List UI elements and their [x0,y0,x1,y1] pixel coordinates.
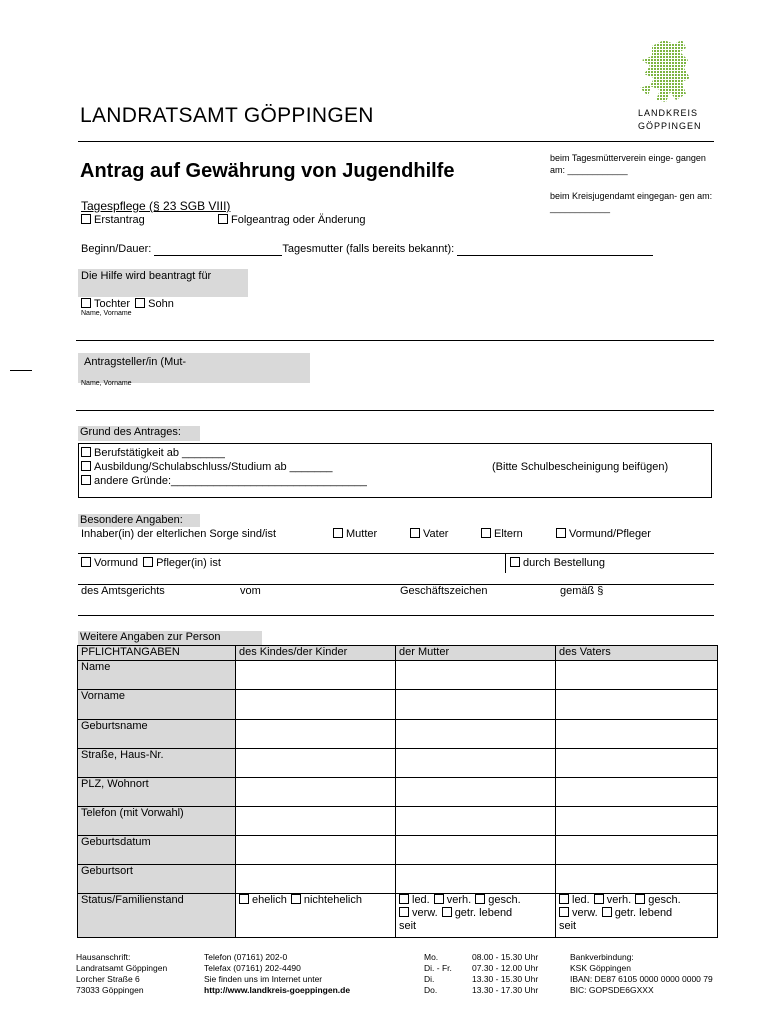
footer-bic: BIC: GOPSDE6GXXX [570,985,654,995]
mutter-cell[interactable] [396,778,556,807]
geschaeftszeichen-label: Geschäftszeichen [400,585,488,597]
hilfe-options [81,298,174,310]
footer-hour: 07.30 - 12.00 Uhr [472,963,539,973]
footer-website-link[interactable]: http://www.landkreis-goeppingen.de [204,985,351,995]
mutter-cell[interactable] [396,661,556,690]
kind-cell[interactable] [236,749,396,778]
andere-label: andere Gründe:________________________________ [94,475,367,487]
hilfe-heading: Die Hilfe wird beantragt für [78,269,248,297]
footer-hours [472,952,538,996]
receipt-verein: beim Tagesmütterverein einge- gangen am: ____________ [550,153,706,175]
footer-address [76,952,167,996]
amtsgericht-line[interactable] [78,615,714,616]
table-row [78,690,718,720]
footer-day: Do. [424,985,438,995]
sohn-checkbox[interactable] [135,298,145,308]
seit-label: seit [399,920,417,932]
beruf-label: Berufstätigkeit ab _______ [94,447,225,459]
bestellung-label: durch Bestellung [523,557,605,569]
ausbildung-checkbox[interactable] [81,461,91,471]
kind-cell[interactable] [236,661,396,690]
row-label: PLZ, Wohnort [78,778,236,807]
bestellung-checkbox[interactable] [510,557,520,567]
grund-note: (Bitte Schulbescheinigung beifügen) [492,461,669,473]
column-header: der Mutter [396,646,556,661]
folgeantrag-label: Folgeantrag oder Änderung [231,214,366,226]
column-header: des Kindes/der Kinder [236,646,396,661]
tagesmutter-input[interactable] [457,243,653,256]
sorge-eltern [481,528,523,540]
erstantrag-checkbox[interactable] [81,214,91,224]
tochter-label: Tochter [94,298,131,310]
verh-label: verh. [606,894,632,906]
gesch-label: gesch. [648,894,681,906]
footer-address-line: Lorcher Straße 6 [76,974,140,984]
footer-day: Di. - Fr. [424,963,452,973]
folgeantrag-row [218,214,366,226]
ausbildung-label: Ausbildung/Schulabschluss/Studium ab _______ [94,461,333,473]
footer-hour: 08.00 - 15.30 Uhr [472,952,539,962]
footer-hour: 13.30 - 17.30 Uhr [472,985,539,995]
grund-item-andere [81,475,367,487]
footer-phone: Telefon (07161) 202-0 [204,952,288,962]
antrag-type-row [81,214,145,226]
row-label: Telefon (mit Vorwahl) [78,807,236,836]
district-logo [630,38,710,138]
mutter-cell[interactable] [396,720,556,749]
sorge-vater [410,528,448,540]
folgeantrag-checkbox[interactable] [218,214,228,224]
verw-label: verw. [572,907,598,919]
vom-label: vom [240,585,261,597]
andere-checkbox[interactable] [81,475,91,485]
vater-cell[interactable] [556,720,718,749]
kind-cell[interactable] [236,720,396,749]
mutter-cell[interactable] [396,865,556,894]
row-label: Vorname [78,690,236,720]
beginn-row [81,243,653,256]
receipt-kreisjugendamt: beim Kreisjugendamt eingegan- gen am: ____________ [550,191,713,213]
vormund-row [81,557,221,569]
besondere-rule-1 [78,553,714,554]
verw-label: verw. [412,907,438,919]
ehelich-label: ehelich [252,894,287,906]
mutter-verh-checkbox[interactable] [434,894,444,904]
mutter-gesch-checkbox[interactable] [475,894,485,904]
table-row [78,836,718,865]
besondere-rule-2 [78,584,714,585]
grund-item-ausbildung [81,461,333,473]
table-row [78,661,718,690]
row-label: Geburtsort [78,865,236,894]
footer-bank [570,952,713,996]
row-label: Geburtsdatum [78,836,236,865]
footer-contact [204,952,350,996]
footer-hour: 13.30 - 15.30 Uhr [472,974,539,984]
vater-checkbox[interactable] [410,528,420,538]
table-row [78,865,718,894]
vater-cell[interactable] [556,778,718,807]
kind-cell[interactable] [236,865,396,894]
tagesmutter-label: Tagesmutter (falls bereits bekannt): [282,243,455,255]
mutter-cell[interactable] [396,836,556,865]
vater-cell[interactable] [556,661,718,690]
antragsteller-name-caption: Name, Vorname [81,380,132,387]
table-row [78,720,718,749]
vater-cell[interactable] [556,865,718,894]
table-row [78,807,718,836]
seit-label: seit [559,920,577,932]
antragsteller-heading: Antragsteller/in (Mut- [78,353,310,383]
getr-label: getr. lebend [454,907,513,919]
verh-label: verh. [446,894,472,906]
vater-verw-checkbox[interactable] [559,907,569,917]
table-row [78,778,718,807]
mutter-checkbox[interactable] [333,528,343,538]
sorge-label: Inhaber(in) der elterlichen Sorge sind/ist [81,528,277,540]
authority-title: LANDRATSAMT GÖPPINGEN [80,104,374,127]
vater-cell[interactable] [556,807,718,836]
beginn-label: Beginn/Dauer: [81,243,152,255]
column-header: PFLICHTANGABEN [78,646,236,661]
mutter-cell[interactable] [396,690,556,720]
ledig-label: led. [412,894,430,906]
kind-cell[interactable] [236,778,396,807]
grund-item-beruf [81,447,225,459]
vater-cell[interactable] [556,749,718,778]
table-row [78,749,718,778]
sorge-row [81,528,276,540]
column-header: des Vaters [556,646,718,661]
vater-status-cell [556,894,718,938]
logo-text-line2: GÖPPINGEN [638,121,702,131]
vormund-label: Vormund [94,557,139,569]
footer-iban: IBAN: DE87 6105 0000 0000 0000 79 [570,974,713,984]
eltern-label: Eltern [494,528,523,540]
gesch-label: gesch. [488,894,521,906]
footer-address-line: 73033 Göppingen [76,985,144,995]
person-table [77,645,718,938]
kind-status-cell [236,894,396,938]
mutter-status-cell [396,894,556,938]
eltern-checkbox[interactable] [481,528,491,538]
kind-cell[interactable] [236,807,396,836]
footer-address-line: Hausanschrift: [76,952,131,962]
mutter-cell[interactable] [396,807,556,836]
lion-crest-icon [630,38,710,108]
mutter-cell[interactable] [396,749,556,778]
mutter-label: Mutter [346,528,378,540]
bestellung-row [510,557,605,569]
form-title: Antrag auf Gewährung von Jugendhilfe [80,160,455,182]
beruf-checkbox[interactable] [81,447,91,457]
mutter-verw-checkbox[interactable] [399,907,409,917]
footer-bank-line: Bankverbindung: [570,952,634,962]
bestellung-divider [505,553,506,573]
nichtehelich-label: nichtehelich [303,894,362,906]
vormund-pfleger-label: Vormund/Pfleger [569,528,651,540]
footer-day: Di. [424,974,435,984]
footer-bank-line: KSK Göppingen [570,963,631,973]
sorge-mutter [333,528,377,540]
amtsgericht-label: des Amtsgerichts [81,585,165,597]
vater-cell[interactable] [556,836,718,865]
ledig-label: led. [572,894,590,906]
form-subtitle: Tagespflege (§ 23 SGB VIII) [81,199,231,213]
kind-cell[interactable] [236,690,396,720]
grund-heading: Grund des Antrages: [78,426,200,441]
vater-label: Vater [423,528,449,540]
row-label: Status/Familienstand [78,894,236,938]
footer-day: Mo. [424,952,439,962]
sorge-vormund-pfleger [556,528,651,540]
antragsteller-name-line[interactable] [76,410,714,411]
nichtehelich-checkbox[interactable] [291,894,301,904]
vater-cell[interactable] [556,690,718,720]
beginn-input[interactable] [154,243,282,256]
footer-internet-note: Sie finden uns im Internet unter [204,974,323,984]
row-label: Straße, Haus-Nr. [78,749,236,778]
erstantrag-label: Erstantrag [94,214,145,226]
vater-gesch-checkbox[interactable] [635,894,645,904]
besondere-heading: Besondere Angaben: [78,514,200,527]
tochter-checkbox[interactable] [81,298,91,308]
pfleger-label: Pfleger(in) ist [156,557,221,569]
vater-getr-checkbox[interactable] [602,907,612,917]
mutter-getr-checkbox[interactable] [442,907,452,917]
footer-address-line: Landratsamt Göppingen [76,963,168,973]
footer-days [424,952,452,996]
weitere-heading: Weitere Angaben zur Person [78,631,262,645]
vormund-checkbox[interactable] [81,557,91,567]
vater-verh-checkbox[interactable] [594,894,604,904]
logo-text-line1: LANDKREIS [638,108,699,118]
vormund-pfleger-checkbox[interactable] [556,528,566,538]
hilfe-name-line[interactable] [76,340,714,341]
hilfe-name-caption: Name, Vorname [81,310,132,317]
pfleger-checkbox[interactable] [143,557,153,567]
person-table-header [78,646,718,661]
sohn-label: Sohn [148,298,174,310]
kind-cell[interactable] [236,836,396,865]
fold-mark [10,370,32,371]
row-label: Name [78,661,236,690]
row-label: Geburtsname [78,720,236,749]
header-rule [78,141,714,142]
mutter-ledig-checkbox[interactable] [399,894,409,904]
footer-fax: Telefax (07161) 202-4490 [204,963,301,973]
table-row-status [78,894,718,938]
ehelich-checkbox[interactable] [239,894,249,904]
getr-label: getr. lebend [614,907,673,919]
vater-ledig-checkbox[interactable] [559,894,569,904]
gemaess-label: gemäß § [560,585,604,597]
